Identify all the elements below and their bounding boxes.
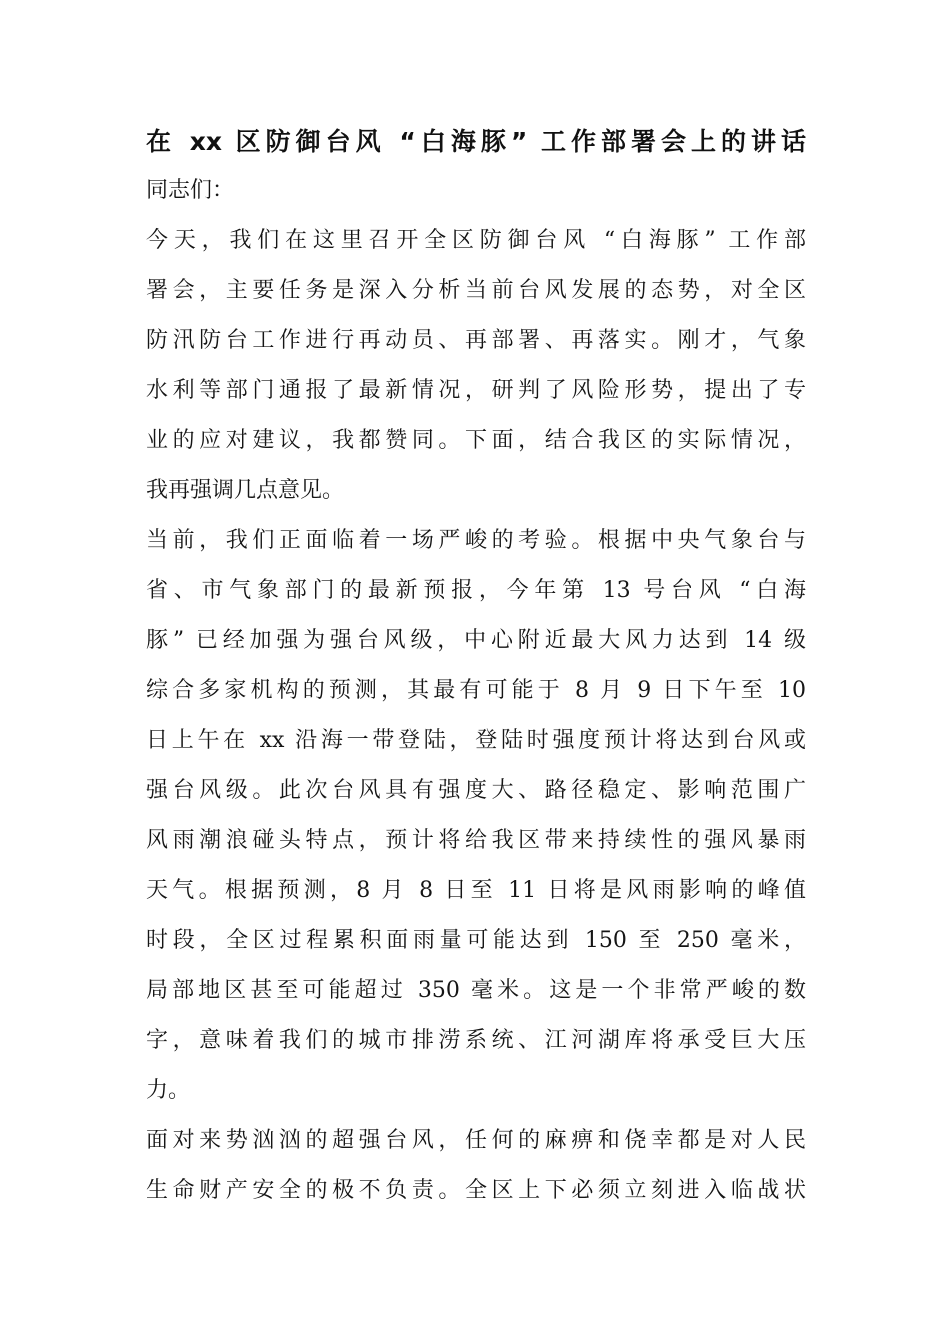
document-title: 在 xx 区防御台风 “白海豚” 工作部署会上的讲话 <box>146 127 806 156</box>
body-line: 时段，全区过程累积面雨量可能达到 150 至 250 毫米， <box>146 928 806 953</box>
body-line: 日上午在 xx 沿海一带登陆，登陆时强度预计将达到台风或 <box>146 728 806 753</box>
body-line: 省、市气象部门的最新预报，今年第 13 号台风 “白海 <box>146 578 806 603</box>
document-body <box>146 118 806 1216</box>
body-line: 当前，我们正面临着一场严峻的考验。根据中央气象台与 <box>146 528 806 553</box>
body-line: 生命财产安全的极不负责。全区上下必须立刻进入临战状 <box>146 1178 806 1203</box>
body-line: 字，意味着我们的城市排涝系统、江河湖库将承受巨大压 <box>146 1028 806 1053</box>
body-line: 局部地区甚至可能超过 350 毫米。这是一个非常严峻的数 <box>146 978 806 1003</box>
body-line: 豚” 已经加强为强台风级，中心附近最大风力达到 14 级 <box>146 628 806 653</box>
body-line: 综合多家机构的预测，其最有可能于 8 月 9 日下午至 10 <box>146 678 806 703</box>
salutation-line: 同志们： <box>146 178 235 203</box>
body-line: 强台风级。此次台风具有强度大、路径稳定、影响范围广 <box>146 778 806 803</box>
body-line: 水利等部门通报了最新情况，研判了风险形势，提出了专 <box>146 378 806 403</box>
body-line: 风雨潮浪碰头特点，预计将给我区带来持续性的强风暴雨 <box>146 828 806 853</box>
body-line: 我再强调几点意见。 <box>146 478 345 503</box>
body-line: 力。 <box>146 1078 191 1103</box>
body-line: 面对来势汹汹的超强台风，任何的麻痹和侥幸都是对人民 <box>146 1128 806 1153</box>
body-line: 今天，我们在这里召开全区防御台风 “白海豚” 工作部 <box>146 228 806 253</box>
body-line: 防汛防台工作进行再动员、再部署、再落实。刚才，气象 <box>146 328 806 353</box>
body-line: 署会，主要任务是深入分析当前台风发展的态势，对全区 <box>146 278 806 303</box>
body-line: 业的应对建议，我都赞同。下面，结合我区的实际情况， <box>146 428 806 453</box>
body-line: 天气。根据预测，8 月 8 日至 11 日将是风雨影响的峰值 <box>146 878 806 903</box>
